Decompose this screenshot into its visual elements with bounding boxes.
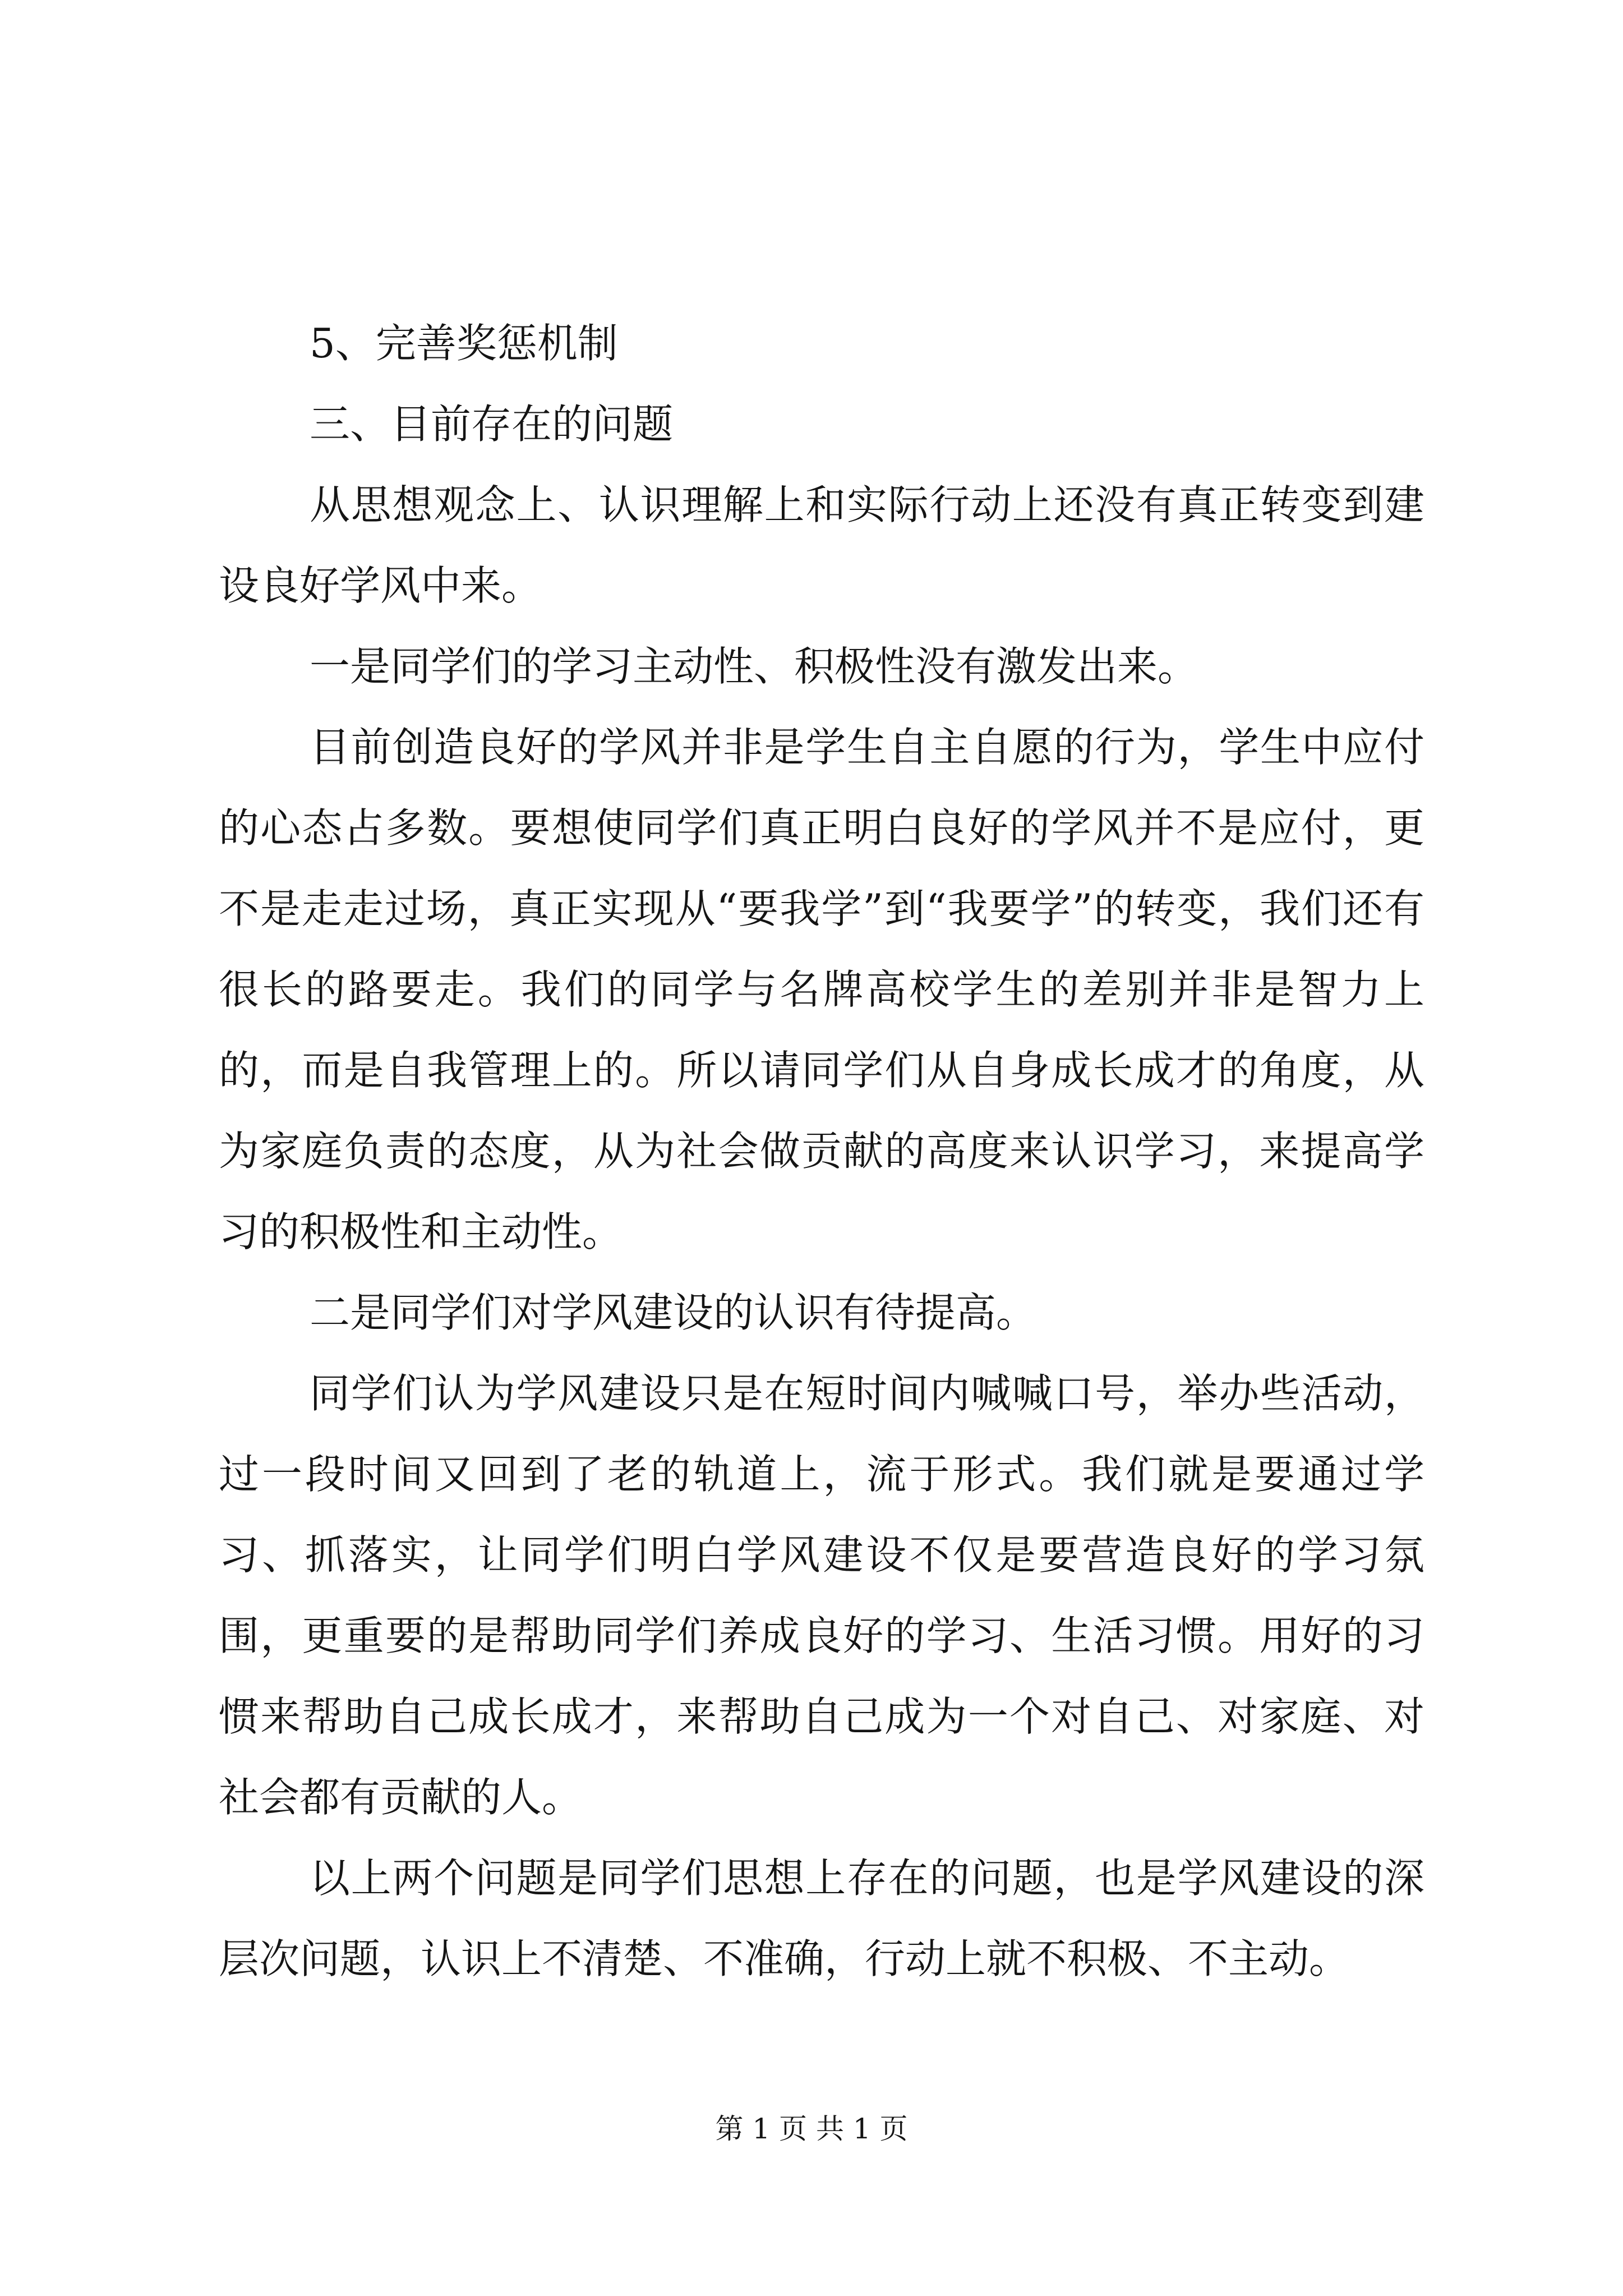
page-number-footer: 第 1 页 共 1 页 xyxy=(715,2113,908,2145)
problem-two-body: 同学们认为学风建设只是在短时间内喊喊口号，举办些活动，过一段时间又回到了老的轨道上，流于形式。我们就是要通过学习、抓落实，让同学们明白学风建设不仅是要营造良好的学习氛围，更重要的是帮助同学们养成良好的学习、生活习惯。用好的习惯来帮助自己成长成才，来帮助自己成为一个对自己、对家庭、对社会都有贡献的人。 xyxy=(219,1370,1424,1821)
problem-one-body: 目前创造良好的学风并非是学生自主自愿的行为，学生中应付的心态占多数。要想使同学们真正明白良好的学风并不是应付，更不是走走过场，真正实现从“要我学”到“我要学”的转变，我们还有很长的路要走。我们的同学与名牌高校学生的差别并非是智力上的，而是自我管理上的。所以请同学们从自身成长成才的角度，从为家庭负责的态度，从为社会做贡献的高度来认识学习，来提高学习的积极性和主动性。 xyxy=(219,724,1424,1255)
heading-current-problems: 三、目前存在的问题 xyxy=(310,401,674,448)
paragraph-conclusion: 以上两个问题是同学们思想上存在的问题，也是学风建设的深层次问题，认识上不清楚、不准确，行动上就不积极、不主动。 xyxy=(219,1855,1424,1982)
paragraph-intro: 从思想观念上、认识理解上和实际行动上还没有真正转变到建设良好学风中来。 xyxy=(219,481,1424,609)
heading-reward-punishment: 5、完善奖惩机制 xyxy=(310,320,618,367)
problem-one-heading: 一是同学们的学习主动性、积极性没有激发出来。 xyxy=(310,643,1198,690)
problem-two-heading: 二是同学们对学风建设的认识有待提高。 xyxy=(310,1289,1037,1336)
document-body xyxy=(219,303,1424,1999)
